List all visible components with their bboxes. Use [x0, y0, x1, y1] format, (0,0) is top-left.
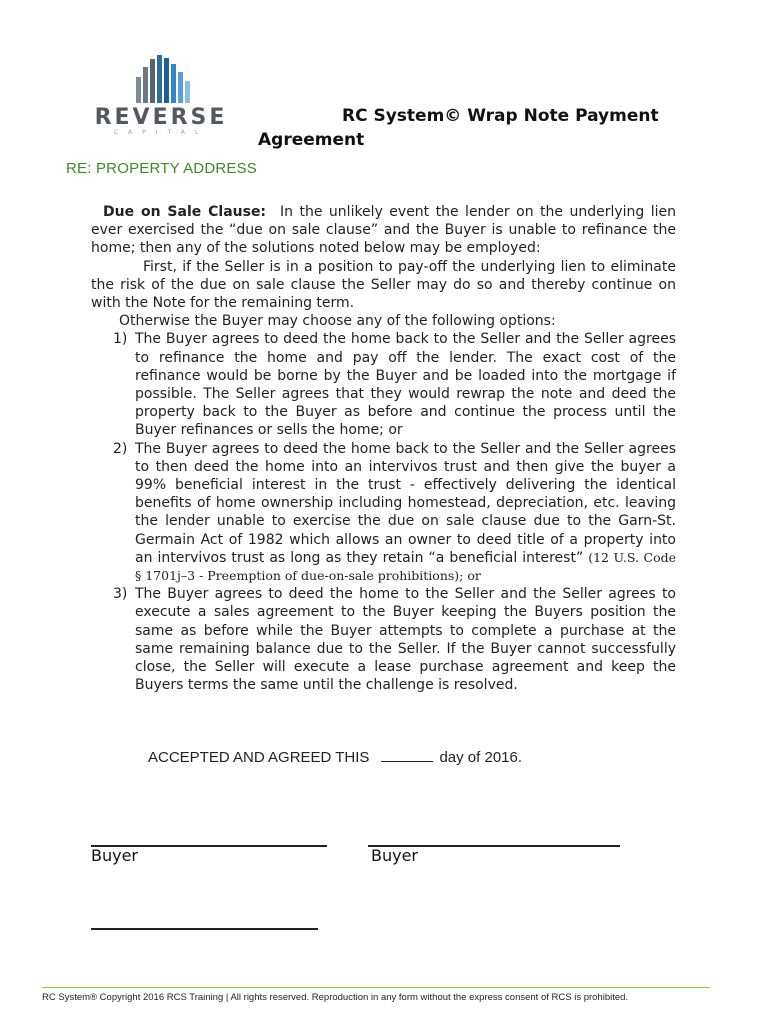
signature-label-buyer-1: Buyer: [91, 846, 139, 865]
list-item: [91, 440, 676, 586]
list-item: [91, 585, 676, 694]
clause-intro: In the unlikely event the lender on the underlying lien ever exercised the “due on sale clause” and the Buyer is unable to refinance the home; then any of the solutions noted below may be employed:: [91, 204, 676, 257]
clause-heading: Due on Sale Clause:: [103, 204, 267, 220]
list-item-text: The Buyer agrees to deed the home back to the Seller and the Seller agrees to then deed the home into an intervivos trust and then give the buyer a 99% beneficial interest in the trust - effectively delivering the identical benefits of home ownership including homestead, depreciation, etc. leaving the lender unable to exercise the due on sale clause due to the Garn-St. Germain Act of 1982 which allows an owner to deed title of a property into an intervivos trust as long as they retain “a beneficial interest”: [135, 440, 676, 566]
legal-citation: (12 U.S. Code § 1701j–3 - Preemption of due-on-sale prohibitions); or: [135, 549, 676, 584]
otherwise-paragraph: Otherwise the Buyer may choose any of the following options:: [119, 313, 556, 330]
logo-subtext: CAPITAL: [113, 129, 209, 136]
list-item: [91, 330, 676, 439]
document-title-wrap: [258, 104, 698, 150]
acceptance-prefix: ACCEPTED AND AGREED THIS: [148, 749, 370, 766]
company-logo: [76, 55, 246, 135]
acceptance-line: [148, 747, 522, 766]
day-blank-field[interactable]: [381, 747, 433, 762]
list-item-text: The Buyer agrees to deed the home to the Seller and the Seller agrees to execute a sales agreement to the Buyer keeping the Buyers position the same as before while the Buyer attempts to complete a purchase at the same remaining balance due to the Seller. If the Buyer cannot successfully close, the Seller will execute a lease purchase agreement and keep the Buyers terms the same until the challenge is resolved.: [135, 586, 676, 694]
acceptance-suffix: day of 2016.: [439, 749, 523, 766]
options-list: [91, 330, 676, 694]
document-body: [91, 203, 676, 694]
first-option-paragraph: First, if the Seller is in a position to pay-off the underlying lien to eliminate the risk of the due on sale clause the Seller may do so and thereby continue on with the Note for the remaining term.: [91, 258, 676, 312]
logo-wordmark: REVERSE: [94, 105, 228, 130]
list-item-text: The Buyer agrees to deed the home back to the Seller and the Seller agrees to refinance the home and pay off the lender. The exact cost of the refinance would be borne by the Buyer and be loaded into the mortgage if possible. The Seller agrees that they would rewrap the note and deed the property back to the Buyer as before and continue the process until the Buyer refinances or sells the home; or: [135, 331, 676, 439]
list-item-number: 1): [113, 331, 128, 348]
signature-label-buyer-2: Buyer: [371, 846, 419, 865]
footer-divider: [42, 987, 710, 988]
logo-building-icon: [76, 55, 246, 105]
signature-line-extra[interactable]: [91, 928, 318, 930]
document-title: RC System© Wrap Note Payment Agreement: [258, 106, 659, 150]
list-item-number: 2): [113, 440, 128, 457]
list-item-number: 3): [113, 586, 128, 603]
footer-copyright: RC System® Copyright 2016 RCS Training | All rights reserved. Reproduction in any form without the express consent of RCS is prohibited.: [42, 992, 629, 1003]
due-on-sale-paragraph: [91, 203, 676, 258]
re-property-address: RE: PROPERTY ADDRESS: [66, 160, 258, 177]
